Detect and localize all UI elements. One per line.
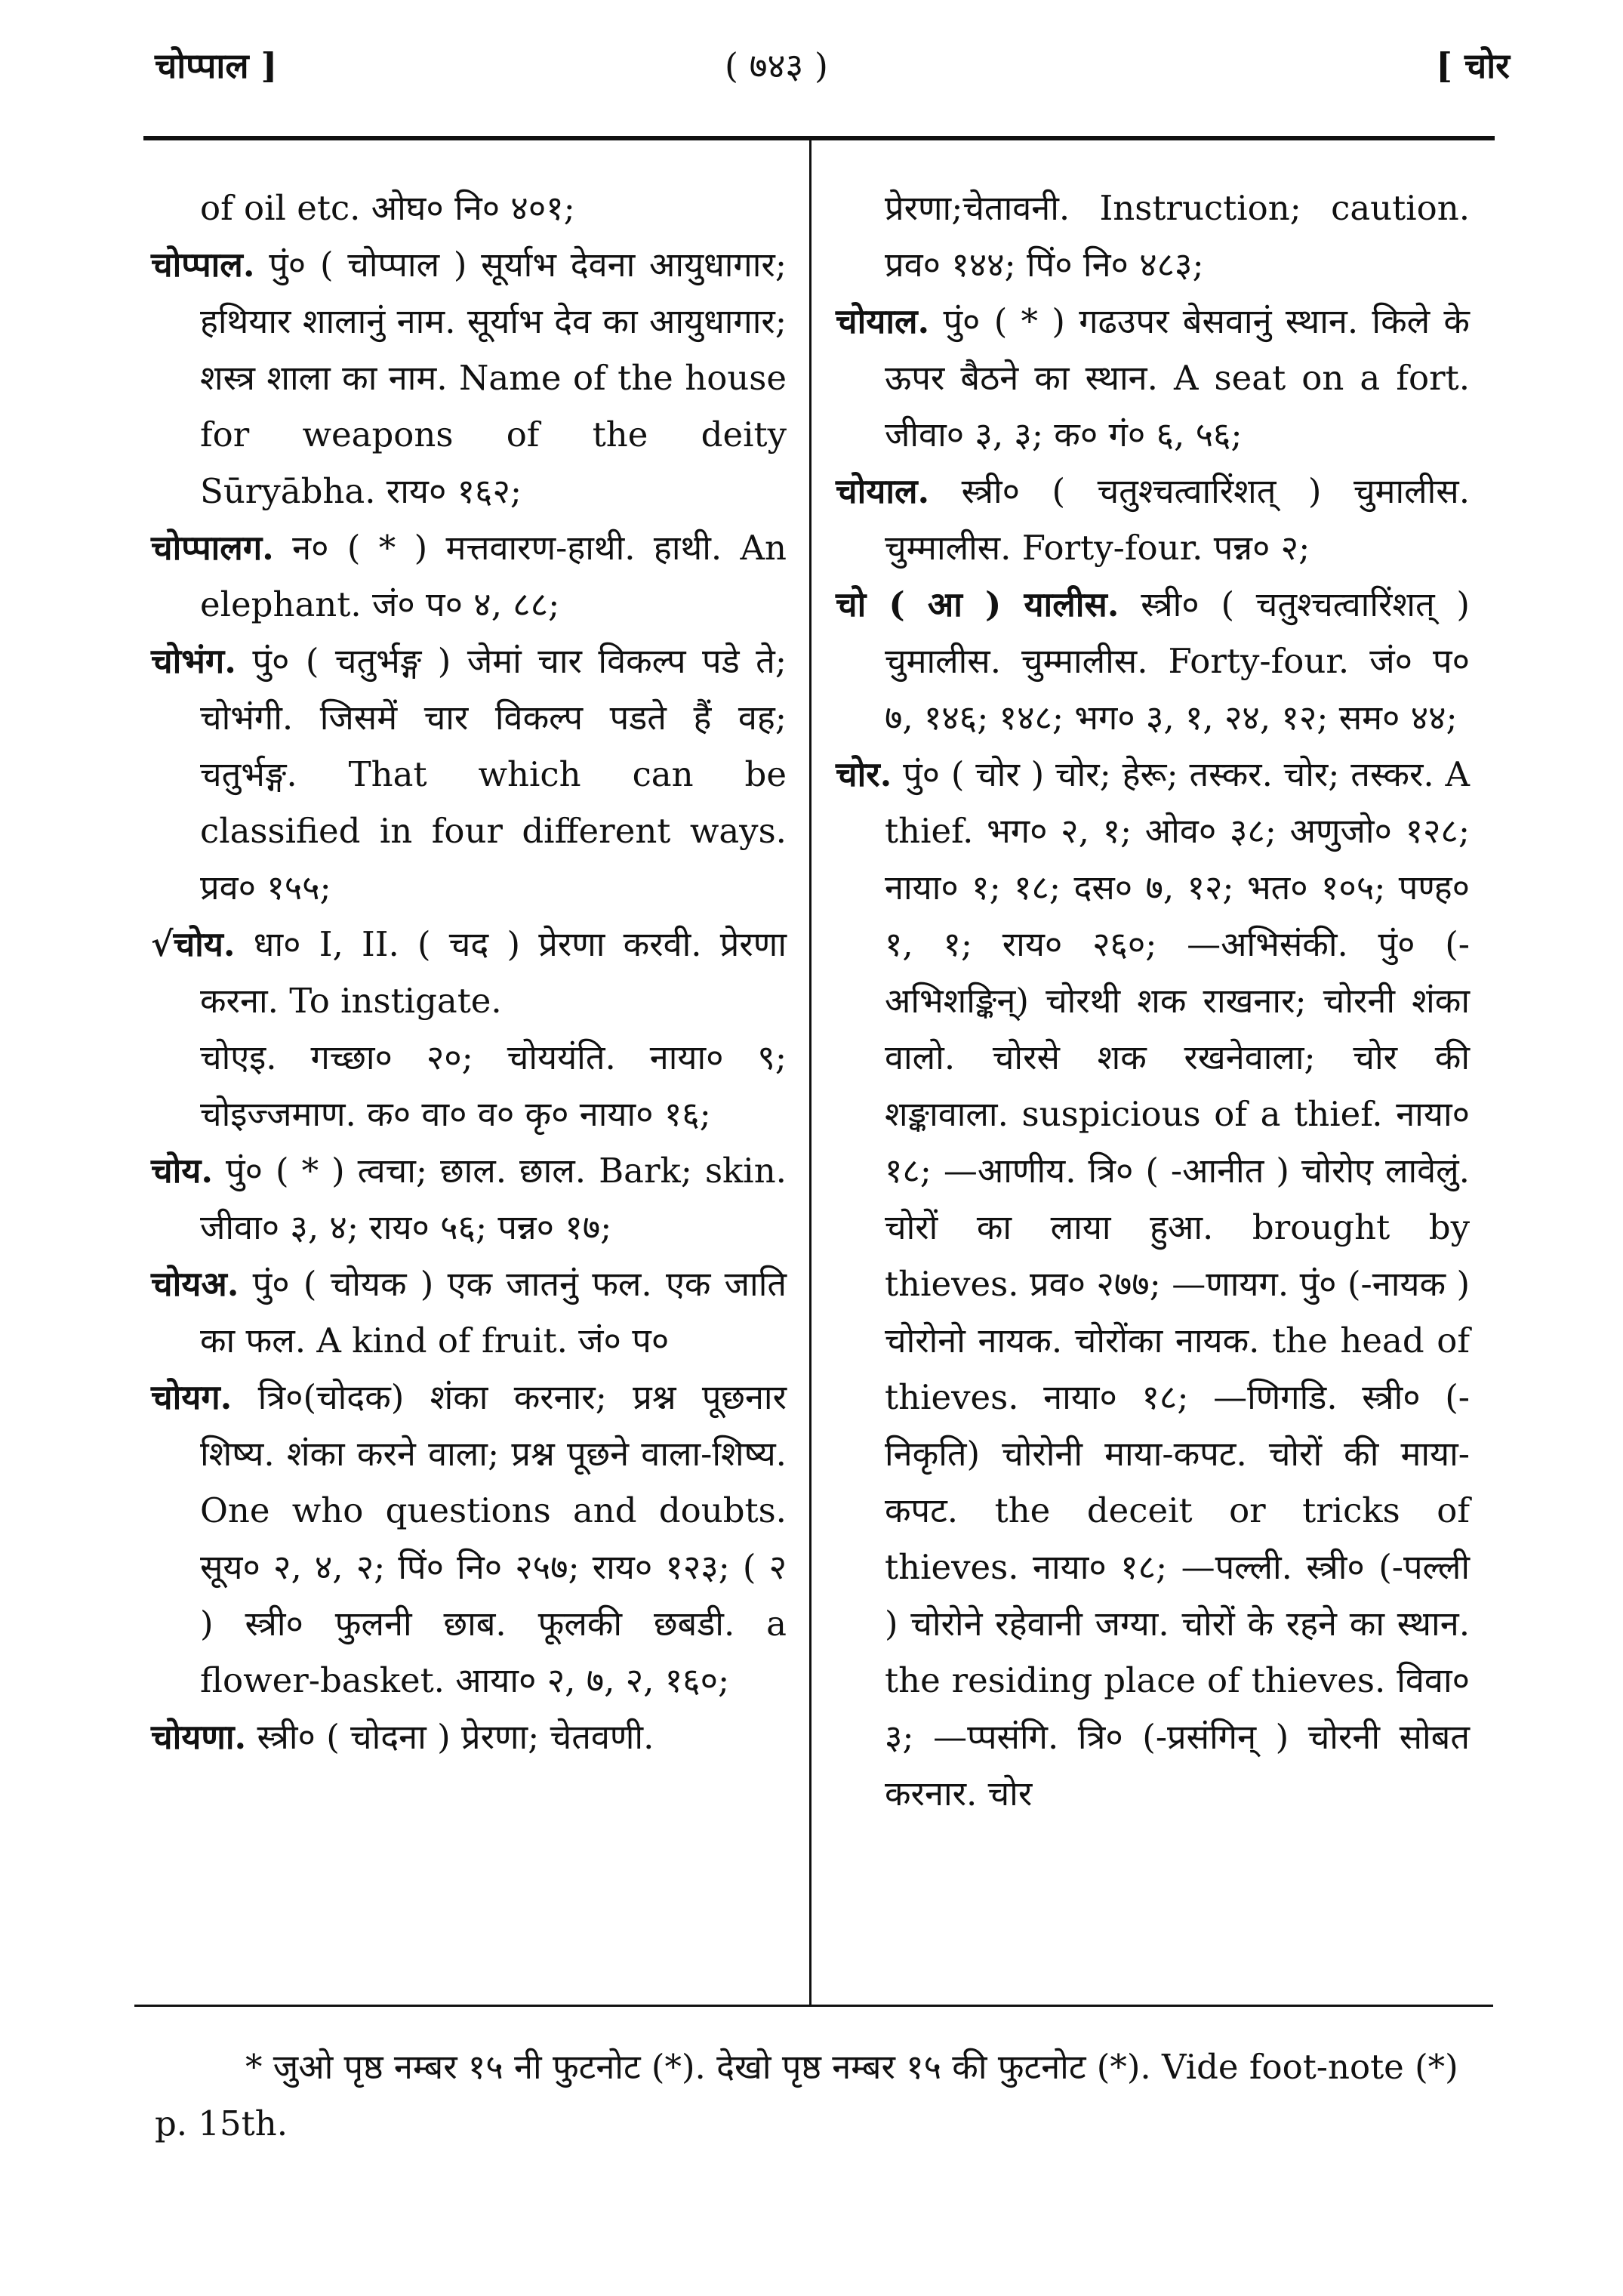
dictionary-entry	[836, 576, 1470, 746]
dictionary-entry	[836, 293, 1470, 463]
entry-text: धा० I, II. ( चद ) प्रेरणा करवी. प्रेरणा करना. To instigate.	[200, 924, 787, 1021]
dictionary-entry	[151, 1369, 787, 1709]
entry-text: स्त्री० ( चोदना ) प्रेरणा; चेतवणी.	[246, 1717, 654, 1757]
entry-text: पुं० ( * ) गढउपर बेसवानुं स्थान. किले के ऊपर बैठने का स्थान. A seat on a fort. जीवा० ३, ३; क० गं० ६, ५६;	[885, 301, 1470, 455]
entry-headword: चोय.	[151, 1151, 213, 1191]
entry-text: न० ( * ) मत्तवारण-हाथी. हाथी. An elephant. जं० प० ४, ८८;	[200, 528, 787, 624]
dictionary-entry	[151, 1709, 787, 1765]
header-left-guideword: चोप्पाल ]	[155, 45, 278, 86]
entry-headword: चोप्पालग.	[151, 528, 274, 568]
entry-headword: चो ( आ ) यालीस.	[836, 584, 1119, 624]
dictionary-entry	[151, 633, 787, 916]
entry-headword: √चोय.	[151, 924, 236, 964]
entry-continuation	[151, 1029, 787, 1142]
entry-headword: चोयअ.	[151, 1264, 239, 1304]
entry-text: पुं० ( चतुर्भङ्ग ) जेमां चार विकल्प पडे ते; चोभंगी. जिसमें चार विकल्प पडते हैं वह; चतुर्भङ्ग. That which can be classified in four different ways. प्रव० १५५;	[200, 641, 787, 908]
entry-text: पुं० ( चोयक ) एक जातनुं फल. एक जाति का फल. A kind of fruit. जं० प०	[200, 1264, 787, 1361]
entry-headword: चोयाल.	[836, 471, 930, 511]
entry-text: स्त्री० ( चतुश्चत्वारिंशत् ) चुमालीस. चुम्मालीस. Forty-four. पन्न० २;	[885, 471, 1470, 568]
entry-headword: चोयग.	[151, 1377, 233, 1417]
dictionary-entry	[151, 1142, 787, 1256]
entry-continuation	[836, 180, 1470, 293]
footnote-rule	[134, 2005, 1493, 2007]
entry-continuation	[151, 180, 787, 236]
right-column	[836, 180, 1470, 1822]
entry-text: पुं० ( चोप्पाल ) सूर्याभ देवना आयुधागार; हथियार शालानुं नाम. सूर्याभ देव का आयुधागार; शस्त्र शाला का नाम. Name of the house for weapons of the deity Sūryābha. राय० १६२;	[200, 245, 787, 511]
dictionary-entry	[151, 1256, 787, 1369]
entry-text: पुं० ( * ) त्वचा; छाल. छाल. Bark; skin. जीवा० ३, ४; राय० ५६; पन्न० १७;	[200, 1151, 787, 1247]
footnote: * जुओ पृष्ठ नम्बर १५ नी फुटनोट (*). देखो पृष्ठ नम्बर १५ की फुटनोट (*). Vide foot-note (*) p. 15th.	[155, 2047, 1458, 2143]
entry-headword: चोभंग.	[151, 641, 236, 681]
entry-text: of oil etc. ओघ० नि० ४०१;	[200, 188, 575, 228]
entry-text: स्त्री० ( चतुश्चत्वारिंशत् ) चुमालीस. चुम्मालीस. Forty-four. जं० प० ७, १४६; १४८; भग० ३, १, २४, १२; सम० ४४;	[885, 584, 1470, 738]
entry-headword: चोप्पाल.	[151, 245, 255, 285]
dictionary-entry	[836, 463, 1470, 576]
header-right-guideword: [ चोर	[1436, 45, 1510, 86]
column-divider	[809, 136, 812, 2005]
entry-text: पुं० ( चोर ) चोर; हेरू; तस्कर. चोर; तस्कर. A thief. भग० २, १; ओव० ३८; अणुजो० १२८; नाया० १; १८; दस० ७, १२; भत० १०५; पण्ह० १, १; राय० २६०; —अभिसंकी. पुं० (-अभिशङ्किन्) चोरथी शक राखनार; चोरनी शंका वालो. चोरसे शक रखनेवाला; चोर की शङ्कावाला. suspicious of a thief. नाया० १८; —आणीय. त्रि० ( -आनीत ) चोरोए लावेलुं. चोरों का लाया हुआ. brought by thieves. प्रव० २७७; —णायग. पुं० (-नायक ) चोरोनो नायक. चोरोंका नायक. the head of thieves. नाया० १८; —णिगडि. स्त्री० (-निकृति) चोरोनी माया-कपट. चोरों की माया-कपट. the deceit or tricks of thieves. नाया० १८; —पल्ली. स्त्री० (-पल्ली ) चोरोने रहेवानी जग्या. चोरों के रहने का स्थान. the residing place of thieves. विवा० ३; —प्पसंगि. त्रि० (-प्रसंगिन् ) चोरनी सोबत करनार. चोर	[885, 754, 1470, 1814]
dictionary-entry	[836, 746, 1470, 1822]
header-rule	[143, 136, 1495, 140]
dictionary-entry	[151, 236, 787, 519]
left-column	[151, 180, 787, 1765]
entry-text: चोएइ. गच्छा० २०; चोययंति. नाया० ९; चोइज्जमाण. क० वा० व० कृ० नाया० १६;	[200, 1037, 787, 1134]
dictionary-entry	[151, 519, 787, 633]
entry-headword: चोर.	[836, 754, 892, 794]
page-number: ( ७४३ )	[725, 45, 828, 86]
dictionary-entry	[151, 916, 787, 1029]
entry-text: प्रेरणा;चेतावनी. Instruction; caution. प्रव० १४४; पिं० नि० ४८३;	[885, 188, 1470, 285]
entry-headword: चोयाल.	[836, 301, 930, 341]
entry-headword: चोयणा.	[151, 1717, 247, 1757]
entry-text: त्रि०(चोदक) शंका करनार; प्रश्न पूछनार शिष्य. शंका करने वाला; प्रश्न पूछने वाला-शिष्य. One who questions and doubts. सूय० २, ४, २; पिं० नि० २५७; राय० १२३; ( २ ) स्त्री० फुलनी छाब. फूलकी छबडी. a flower-basket. आया० २, ७, २, १६०;	[200, 1377, 787, 1700]
